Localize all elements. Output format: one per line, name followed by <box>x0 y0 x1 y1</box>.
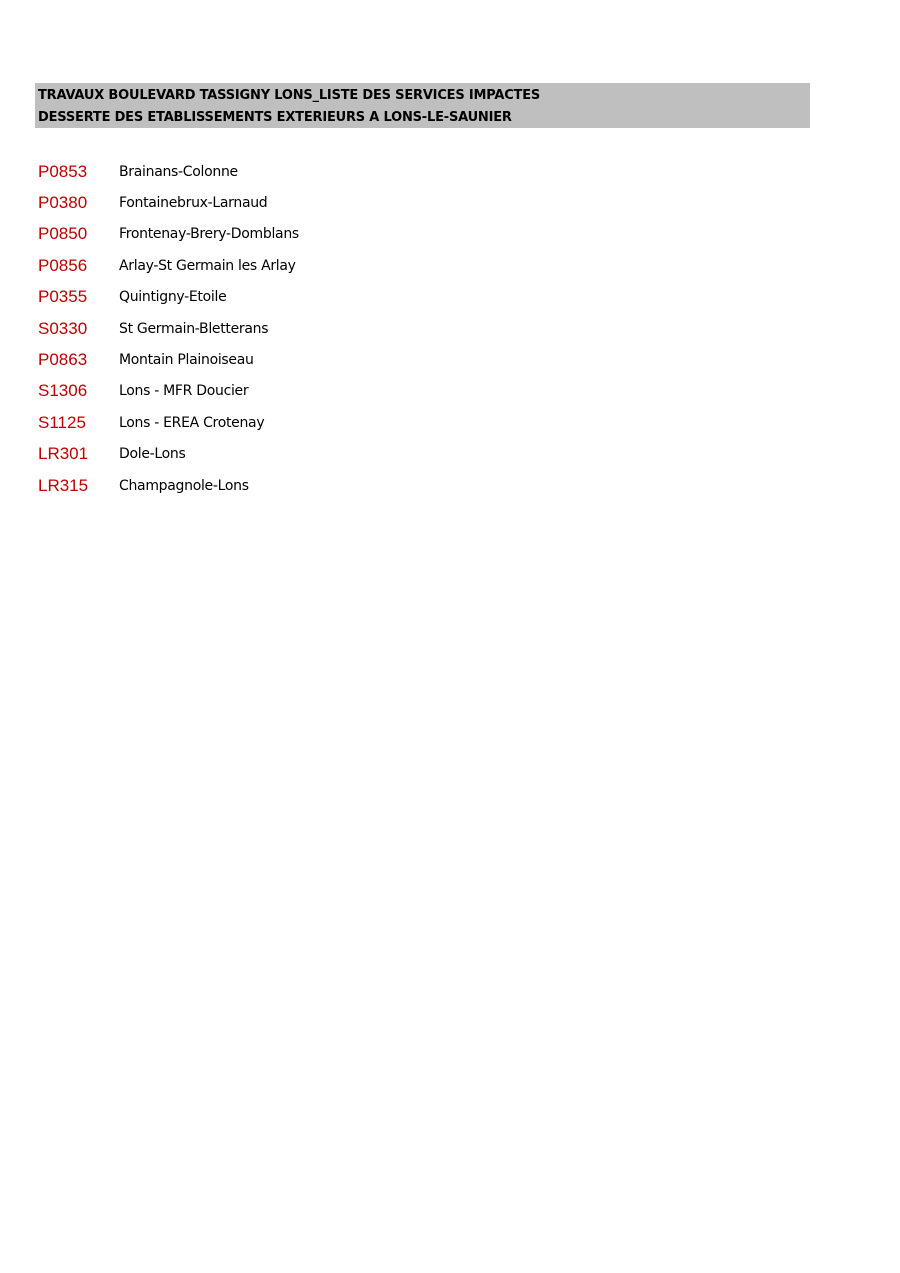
service-name: Arlay-St Germain les Arlay <box>119 257 296 274</box>
header-banner <box>35 83 810 128</box>
list-item <box>38 439 299 470</box>
service-code: P0863 <box>38 350 88 370</box>
service-code: P0853 <box>38 161 88 181</box>
service-code: S0330 <box>38 318 88 338</box>
service-name: Montain Plainoiseau <box>119 352 254 369</box>
service-code: P0856 <box>38 255 88 275</box>
list-item <box>38 156 299 187</box>
list-item <box>38 407 299 438</box>
header-title: TRAVAUX BOULEVARD TASSIGNY LONS_LISTE DES SERVICES IMPACTES <box>38 88 541 103</box>
service-name: Lons - EREA Crotenay <box>119 414 265 431</box>
service-code: S1125 <box>38 412 86 432</box>
list-item <box>38 250 299 281</box>
list-item <box>38 187 299 218</box>
service-name: Lons - MFR Doucier <box>119 383 249 400</box>
service-name: Brainans-Colonne <box>119 163 238 180</box>
service-code: P0850 <box>38 224 88 244</box>
service-code: S1306 <box>38 381 88 401</box>
list-item <box>38 282 299 313</box>
service-code: P0380 <box>38 193 88 213</box>
service-name: Frontenay-Brery-Domblans <box>119 226 299 243</box>
service-name: St Germain-Bletterans <box>119 320 269 337</box>
list-item <box>38 219 299 250</box>
list-item <box>38 344 299 375</box>
service-name: Dole-Lons <box>119 446 186 463</box>
service-name: Champagnole-Lons <box>119 477 249 494</box>
service-code: P0355 <box>38 287 88 307</box>
service-name: Fontainebrux-Larnaud <box>119 195 268 212</box>
service-name: Quintigny-Etoile <box>119 289 227 306</box>
service-list <box>38 156 299 501</box>
service-code: LR315 <box>38 475 89 495</box>
list-item <box>38 470 299 501</box>
service-code: LR301 <box>38 444 89 464</box>
list-item <box>38 376 299 407</box>
list-item <box>38 313 299 344</box>
header-subtitle: DESSERTE DES ETABLISSEMENTS EXTERIEURS A LONS-LE-SAUNIER <box>38 110 512 125</box>
